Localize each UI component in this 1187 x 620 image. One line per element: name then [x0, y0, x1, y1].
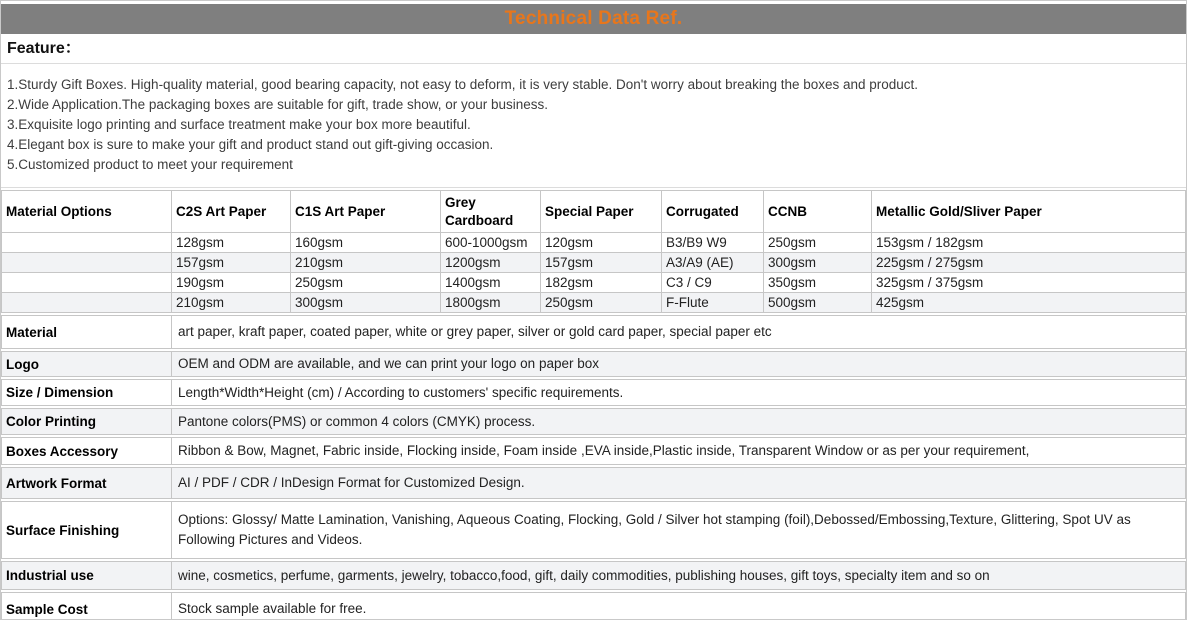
- spec-label: Industrial use: [2, 562, 172, 589]
- table-cell: [2, 233, 172, 253]
- table-cell: [2, 293, 172, 313]
- header-material-options: Material Options: [2, 191, 172, 233]
- table-cell: 325gsm / 375gsm: [872, 273, 1186, 293]
- header-ccnb: CCNB: [764, 191, 872, 233]
- header-metallic-paper: Metallic Gold/Sliver Paper: [872, 191, 1186, 233]
- title-bar: [1, 4, 1186, 34]
- feature-item: 1.Sturdy Gift Boxes. High-quality material, good bearing capacity, not easy to deform, it is very stable. Don't worry about breaking the boxes and product.: [7, 77, 919, 92]
- table-cell: 300gsm: [291, 293, 441, 313]
- spec-row-surface-finishing: [1, 501, 1186, 559]
- feature-item: 5.Customized product to meet your requirement: [7, 157, 293, 172]
- spec-value: Pantone colors(PMS) or common 4 colors (CMYK) process.: [178, 413, 536, 429]
- spec-label: Material: [2, 316, 172, 348]
- table-cell: 250gsm: [291, 273, 441, 293]
- feature-list: [1, 64, 1186, 188]
- table-cell: 350gsm: [764, 273, 872, 293]
- spec-value: Length*Width*Height (cm) / According to customers' specific requirements.: [178, 384, 624, 400]
- table-cell: 210gsm: [291, 253, 441, 273]
- spec-value: Options: Glossy/ Matte Lamination, Vanishing, Aqueous Coating, Flocking, Gold / Silver hot stamping (foil),Debossed/Embossing,Texture, Glittering, Spot UV as Following Pictures and Videos.: [178, 512, 1131, 547]
- table-cell: 500gsm: [764, 293, 872, 313]
- spec-row-artwork-format: [1, 467, 1186, 499]
- spec-row-size-dimension: [1, 379, 1186, 406]
- materials-table: [1, 190, 1186, 313]
- feature-item: 3.Exquisite logo printing and surface treatment make your box more beautiful.: [7, 117, 471, 132]
- spec-label: Boxes Accessory: [2, 438, 172, 464]
- header-corrugated: Corrugated: [662, 191, 764, 233]
- spec-row-material: [1, 315, 1186, 349]
- feature-item: 4.Elegant box is sure to make your gift and product stand out gift-giving occasion.: [7, 137, 494, 152]
- table-cell: 250gsm: [541, 293, 662, 313]
- table-cell: 153gsm / 182gsm: [872, 233, 1186, 253]
- spec-label: Artwork Format: [2, 468, 172, 498]
- header-grey-cardboard: Grey Cardboard: [441, 191, 541, 233]
- spec-row-industrial-use: [1, 561, 1186, 590]
- header-c1s-art-paper: C1S Art Paper: [291, 191, 441, 233]
- materials-header-row: [2, 191, 1186, 233]
- spec-value: Stock sample available for free.: [178, 601, 367, 616]
- table-cell: 300gsm: [764, 253, 872, 273]
- spec-value: AI / PDF / CDR / InDesign Format for Customized Design.: [178, 475, 525, 490]
- spec-section: [1, 315, 1186, 620]
- table-cell: 1800gsm: [441, 293, 541, 313]
- table-cell: 160gsm: [291, 233, 441, 253]
- spec-value: wine, cosmetics, perfume, garments, jewelry, tobacco,food, gift, daily commodities, publishing houses, gift toys, specialty item and so on: [178, 567, 990, 583]
- table-cell: 128gsm: [172, 233, 291, 253]
- table-cell: 120gsm: [541, 233, 662, 253]
- table-cell: 1200gsm: [441, 253, 541, 273]
- table-cell: 190gsm: [172, 273, 291, 293]
- table-cell: B3/B9 W9: [662, 233, 764, 253]
- table-row: [2, 293, 1186, 313]
- table-cell: 225gsm / 275gsm: [872, 253, 1186, 273]
- table-row: [2, 233, 1186, 253]
- spec-value: Ribbon & Bow, Magnet, Fabric inside, Flocking inside, Foam inside ,EVA inside,Plastic inside, Transparent Window or as per your requirement,: [178, 443, 1030, 458]
- table-cell: 600-1000gsm: [441, 233, 541, 253]
- spec-label: Color Printing: [2, 409, 172, 434]
- table-cell: 425gsm: [872, 293, 1186, 313]
- table-row: [2, 253, 1186, 273]
- spec-label: Sample Cost: [2, 593, 172, 620]
- header-special-paper: Special Paper: [541, 191, 662, 233]
- table-row: [2, 273, 1186, 293]
- spec-value: OEM and ODM are available, and we can print your logo on paper box: [178, 356, 599, 371]
- spec-row-logo: [1, 351, 1186, 377]
- spec-label: Surface Finishing: [2, 502, 172, 558]
- spec-label: Size / Dimension: [2, 380, 172, 405]
- table-cell: [2, 273, 172, 293]
- page-title: Technical Data Ref.: [504, 8, 683, 29]
- spec-row-color-printing: [1, 408, 1186, 435]
- spec-value: art paper, kraft paper, coated paper, white or grey paper, silver or gold card paper, special paper etc: [178, 324, 772, 339]
- table-cell: C3 / C9: [662, 273, 764, 293]
- table-cell: 250gsm: [764, 233, 872, 253]
- table-cell: 210gsm: [172, 293, 291, 313]
- table-cell: 157gsm: [541, 253, 662, 273]
- spec-label: Logo: [2, 352, 172, 376]
- table-cell: F-Flute: [662, 293, 764, 313]
- table-cell: 182gsm: [541, 273, 662, 293]
- table-cell: 157gsm: [172, 253, 291, 273]
- table-cell: A3/A9 (AE): [662, 253, 764, 273]
- feature-item: 2.Wide Application.The packaging boxes are suitable for gift, trade show, or your business.: [7, 97, 549, 112]
- table-cell: [2, 253, 172, 273]
- table-cell: 1400gsm: [441, 273, 541, 293]
- feature-heading: Feature：: [1, 34, 1186, 64]
- spec-row-sample-cost: [1, 592, 1186, 620]
- spec-row-boxes-accessory: [1, 437, 1186, 465]
- header-c2s-art-paper: C2S Art Paper: [172, 191, 291, 233]
